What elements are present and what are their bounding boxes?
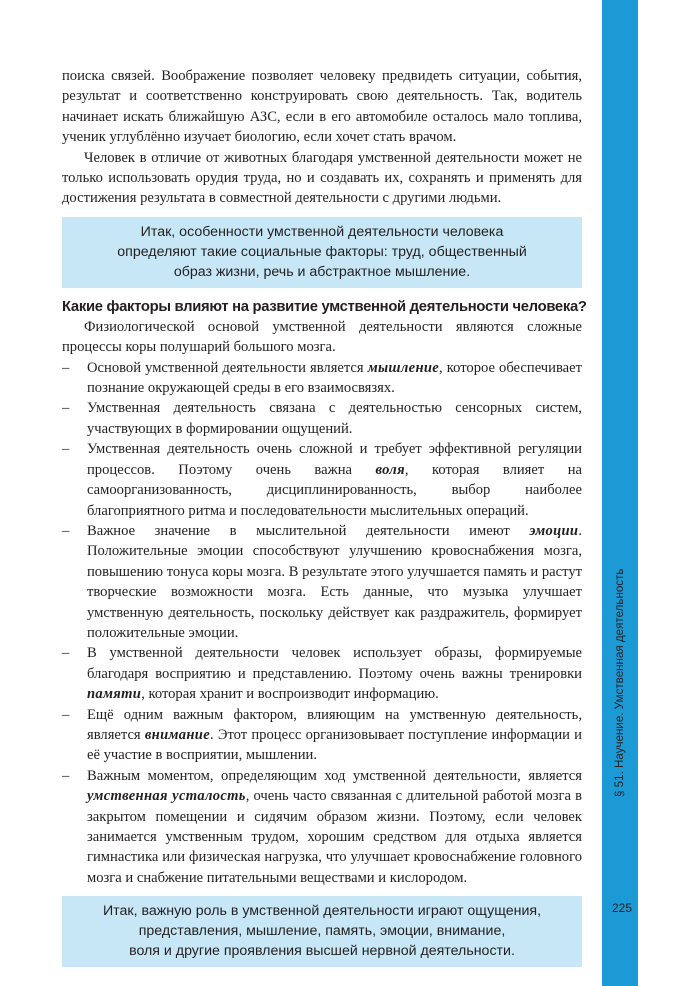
summary-2-line-3: воля и другие проявления высшей нервной деятельности. (129, 943, 515, 960)
list-item: – Важное значение в мыслительной деятельности имеют эмоции. Положительные эмоции способствуют улучшению кровоснабжения мозга, повышению тонуса коры мозга. В результате этого улучшается память и растут творческие возможности мозга. Есть данные, что музыка улучшает умственную деятельность, поскольку действует как раздражитель, формирует положительные эмоции. (62, 522, 582, 641)
dash-bullet: – (62, 767, 70, 784)
factors-list (62, 358, 582, 889)
list-item: – Важным моментом, определяющим ход умственной деятельности, является умственная усталость, очень часто связанная с длительной работой мозга в закрытом помещении и сидячим образом жизни. Поэтому, если человек занимается умственным трудом, хорошим средством для отдыха является гимнастика или физическая нагрузка, что улучшает кровоснабжение головного мозга и снабжение питательными веществами и кислородом. (62, 767, 582, 886)
list-item: – Умственная деятельность очень сложной и требует эффективной регуляции процессов. Поэтому очень важна воля, которая влияет на самоорганизованность, дисциплинированность, выбор наиболее благоприятного ритма и последовательности мыслительных операций. (62, 441, 582, 519)
paragraph-intro-2: Человек в отличие от животных благодаря умственной деятельности может не только использовать орудия труда, но и создавать их, сохранять и применять для достижения результата в совместной деятельности с другими людьми. (62, 149, 582, 207)
summary-1-line-3: образ жизни, речь и абстрактное мышление. (173, 263, 471, 280)
paragraph-intro-1: поиска связей. Воображение позволяет человеку предвидеть ситуации, события, результат и соответственно конструировать свою деятельность. Так, водитель начинает искать ближайшую АЗС, если в его автомобиле осталось мало топлива, ученик углублённо изучает биологию, если хочет стать врачом. (62, 68, 582, 146)
term-highlight: умственная усталость (87, 788, 246, 805)
chapter-sidebar-stripe (602, 0, 638, 986)
dash-bullet: – (62, 359, 70, 376)
dash-bullet: – (62, 400, 70, 417)
term-highlight: памяти (87, 686, 142, 703)
section-intro: Физиологической основой умственной деятельности являются сложные процессы коры полушарий большого мозга. (62, 318, 582, 356)
chapter-title: § 51. Научение. Умственная деятельность (613, 568, 626, 797)
term-highlight: внимание (144, 726, 210, 743)
summary-1-line-1: Итак, особенности умственной деятельности человека (140, 223, 504, 240)
summary-box-1 (62, 217, 582, 288)
dash-bullet: – (62, 645, 70, 662)
dash-bullet: – (62, 706, 70, 723)
dash-bullet: – (62, 441, 70, 458)
summary-2-line-1: Итак, важную роль в умственной деятельности играют ощущения, (102, 903, 542, 920)
dash-bullet: – (62, 522, 70, 539)
list-item: – Ещё одним важным фактором, влияющим на умственную деятельность, является внимание. Этот процесс организовывает поступление информации и её участие в восприятии, мышлении. (62, 706, 582, 764)
term-highlight: эмоции (529, 522, 579, 539)
list-item: – Основой умственной деятельности является мышление, которое обеспечивает познание окружающей среды в его взаимосвязях. (62, 359, 582, 397)
term-highlight: воля (375, 461, 405, 478)
summary-2-line-2: представления, мышление, память, эмоции, внимание, (138, 923, 506, 940)
list-item: – Умственная деятельность связана с деятельностью сенсорных систем, участвующих в формировании ощущений. (62, 400, 582, 437)
summary-1-line-2: определяют такие социальные факторы: труд, общественный (117, 243, 527, 260)
chapter-title-container (612, 565, 628, 797)
list-item: – В умственной деятельности человек использует образы, формируемые благодаря восприятию и представлению. Поэтому очень важны тренировки памяти, которая хранит и воспроизводит информацию. (62, 645, 582, 703)
section-heading: Какие факторы влияют на развитие умственной деятельности человека? (62, 298, 587, 315)
summary-box-2 (62, 896, 582, 967)
page-number: 225 (612, 901, 633, 915)
term-highlight: мышление (367, 359, 440, 376)
page-content (62, 66, 587, 976)
